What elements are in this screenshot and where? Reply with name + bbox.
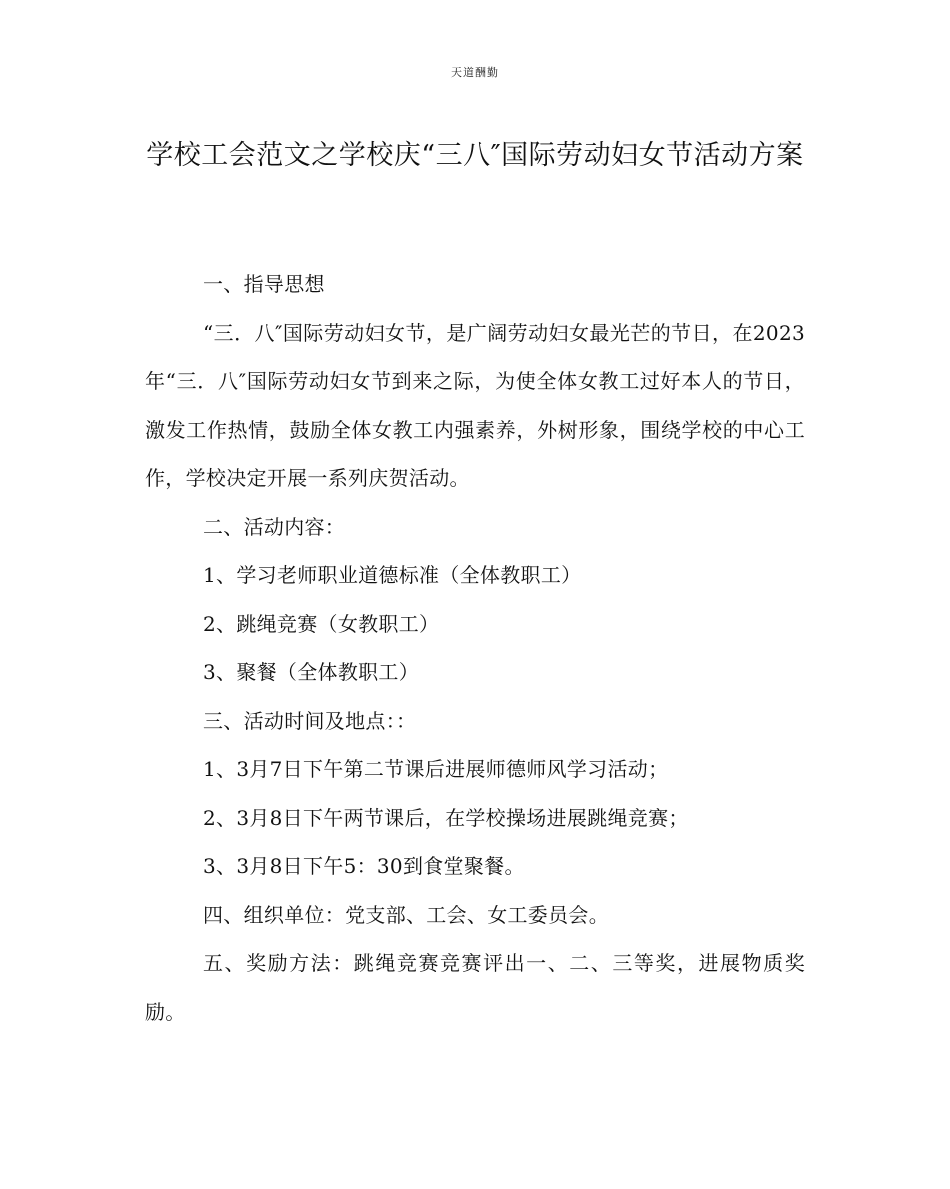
section-heading-rewards: 五、奖励方法：跳绳竞赛竞赛评出一、二、三等奖，进展物质奖励。 bbox=[145, 951, 805, 1024]
section-heading-organizers: 四、组织单位：党支部、工会、女工委员会。 bbox=[203, 902, 609, 927]
activity-item-1: 1、学习老师职业道德标准（全体教职工） bbox=[203, 563, 582, 587]
activity-item-2: 2、跳绳竞赛（女教职工） bbox=[203, 611, 440, 636]
page-header: 天道酬勤 bbox=[451, 66, 499, 79]
schedule-item-3: 3、3月8日下午5：30到食堂聚餐。 bbox=[203, 854, 525, 878]
paragraph-intro: “三．八″国际劳动妇女节，是广阔劳动妇女最光芒的节日，在2023年“三．八″国际劳动妇女节到来之际，为使全体女教工过好本人的节日，激发工作热情，鼓励全体女教工内强素养，外树形象，围绕学校的中心工作，学校决定开展一系列庆贺活动。 bbox=[145, 320, 805, 490]
section-heading-guiding-thought: 一、指导思想 bbox=[203, 272, 325, 296]
document-title: 学校工会范文之学校庆“三八″国际劳动妇女节活动方案 bbox=[146, 140, 804, 171]
section-heading-time-place: 三、活动时间及地点：： bbox=[203, 708, 417, 733]
section-heading-activities: 二、活动内容： bbox=[203, 514, 346, 539]
schedule-item-1: 1、3月7日下午第二节课后进展师德师风学习活动； bbox=[203, 757, 669, 781]
document-body bbox=[145, 260, 805, 1036]
activity-item-3: 3、聚餐（全体教职工） bbox=[203, 660, 420, 684]
schedule-item-2: 2、3月8日下午两节课后，在学校操场进展跳绳竞赛； bbox=[203, 805, 689, 830]
